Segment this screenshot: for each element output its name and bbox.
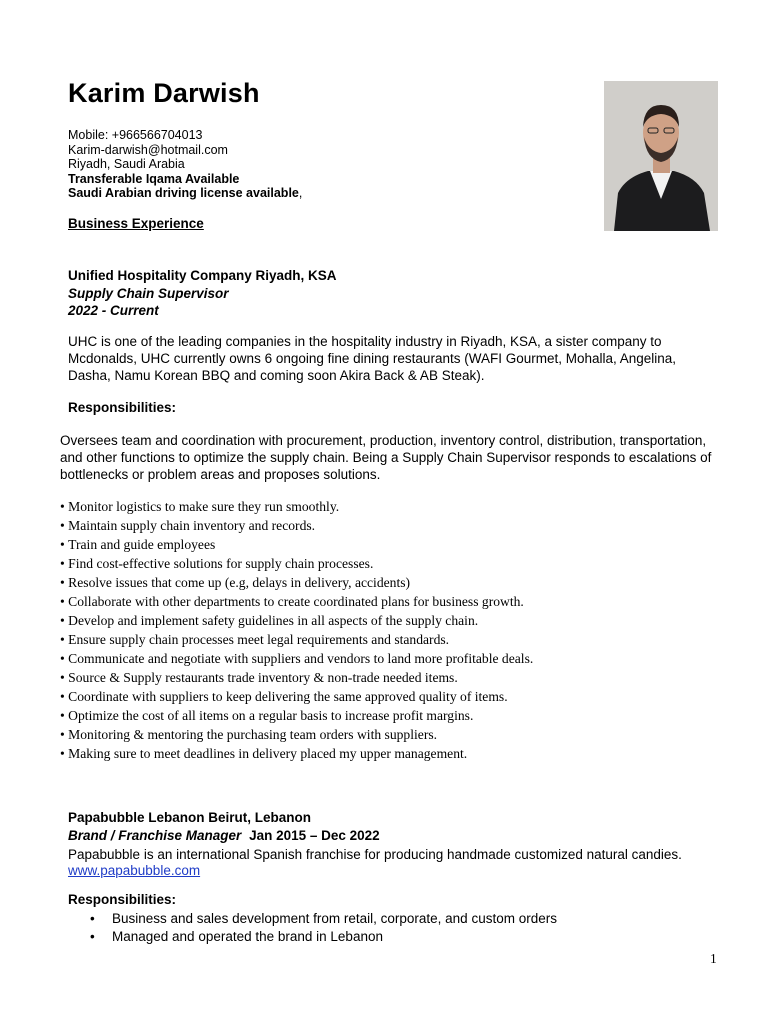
list-item: • Monitor logistics to make sure they run smoothly. bbox=[60, 497, 533, 516]
license-suffix: , bbox=[298, 186, 303, 201]
list-item: • Find cost-effective solutions for supply chain processes. bbox=[60, 554, 533, 573]
list-item: • Making sure to meet deadlines in delivery placed my upper management. bbox=[60, 744, 533, 763]
page-number: 1 bbox=[710, 951, 717, 966]
section-title: Business Experience bbox=[68, 216, 204, 231]
location: Riyadh, Saudi Arabia bbox=[68, 157, 185, 172]
list-item: • Develop and implement safety guidelines in all aspects of the supply chain. bbox=[60, 611, 533, 630]
list-item: • Coordinate with suppliers to keep delivering the same approved quality of items. bbox=[60, 687, 533, 706]
iqama-status: Transferable Iqama Available bbox=[68, 171, 240, 186]
list-item: • Ensure supply chain processes meet legal requirements and standards. bbox=[60, 630, 533, 649]
list-item: • Business and sales development from retail, corporate, and custom orders bbox=[90, 910, 557, 928]
job2-bullet-list bbox=[90, 910, 557, 945]
job1-period: 2022 - Current bbox=[68, 303, 159, 318]
job2-description: Papabubble is an international Spanish franchise for producing handmade customized natural candies. bbox=[68, 847, 682, 862]
list-item: • Resolve issues that come up (e.g, delays in delivery, accidents) bbox=[60, 573, 533, 592]
job2-title-line bbox=[68, 828, 380, 843]
candidate-name: Karim Darwish bbox=[68, 78, 260, 108]
job2-company: Papabubble Lebanon Beirut, Lebanon bbox=[68, 810, 312, 825]
list-item: • Managed and operated the brand in Lebanon bbox=[90, 928, 557, 946]
job1-title: Supply Chain Supervisor bbox=[68, 286, 229, 301]
job2-title: Brand / Franchise Manager bbox=[68, 828, 242, 843]
job1-responsibilities-intro: Oversees team and coordination with procurement, production, inventory control, distribution, transportation, and other functions to optimize the supply chain. Being a Supply Chain Supervisor responds to escalations of bottlenecks or problem areas and proposes solutions. bbox=[60, 433, 712, 482]
job1-bullet-list bbox=[60, 497, 533, 763]
person-photo-illustration bbox=[604, 81, 718, 231]
list-item: • Monitoring & mentoring the purchasing team orders with suppliers. bbox=[60, 725, 533, 744]
job1-description: UHC is one of the leading companies in the hospitality industry in Riyadh, KSA, a sister company to Mcdonalds, UHC currently owns 6 ongoing fine dining restaurants (WAFI Gourmet, Mohalla, Angelina, Dasha, Namu Korean BBQ and coming soon Akira Back & AB Steak). bbox=[68, 334, 677, 383]
list-item: • Collaborate with other departments to create coordinated plans for business growth. bbox=[60, 592, 533, 611]
license-status: Saudi Arabian driving license available bbox=[68, 186, 299, 201]
list-item: • Source & Supply restaurants trade inventory & non-trade needed items. bbox=[60, 668, 533, 687]
license-line bbox=[68, 186, 302, 201]
email-address: Karim-darwish@hotmail.com bbox=[68, 142, 228, 157]
job2-responsibilities-heading: Responsibilities: bbox=[68, 892, 177, 907]
list-item: • Optimize the cost of all items on a regular basis to increase profit margins. bbox=[60, 706, 533, 725]
list-item: • Train and guide employees bbox=[60, 535, 533, 554]
mobile-number: Mobile: +966566704013 bbox=[68, 128, 203, 142]
contact-block bbox=[68, 128, 302, 201]
profile-photo bbox=[604, 81, 718, 231]
job2-website-link[interactable]: www.papabubble.com bbox=[68, 863, 201, 878]
job1-responsibilities-heading: Responsibilities: bbox=[68, 400, 177, 415]
job1-company: Unified Hospitality Company Riyadh, KSA bbox=[68, 268, 337, 283]
job2-period: Jan 2015 – Dec 2022 bbox=[249, 828, 380, 843]
list-item: • Maintain supply chain inventory and records. bbox=[60, 516, 533, 535]
list-item: • Communicate and negotiate with suppliers and vendors to land more profitable deals. bbox=[60, 649, 533, 668]
